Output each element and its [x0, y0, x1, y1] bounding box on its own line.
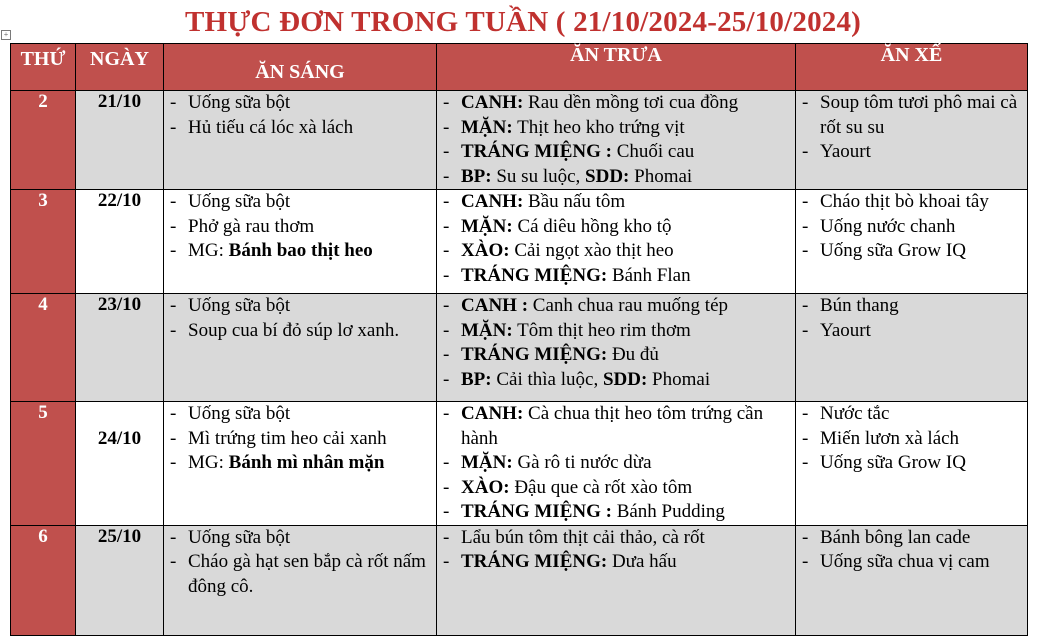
- day-number: 2: [11, 91, 76, 190]
- menu-item: - Soup cua bí đỏ súp lơ xanh.: [164, 319, 436, 344]
- breakfast-cell: [164, 91, 437, 190]
- menu-item: - CANH: Rau dền mồng tơi cua đồng: [437, 91, 795, 116]
- menu-item: - Uống sữa bột: [164, 190, 436, 215]
- header-row: [11, 44, 1028, 91]
- menu-item: - MẶN: Gà rô ti nước dừa: [437, 451, 795, 476]
- menu-item: - Uống sữa chua vị cam: [796, 550, 1027, 575]
- day-date: 21/10: [76, 91, 164, 190]
- menu-item: - XÀO: Đậu que cà rốt xào tôm: [437, 476, 795, 501]
- header-an-sang: ĂN SÁNG: [164, 44, 437, 91]
- day-number: 6: [11, 525, 76, 635]
- breakfast-cell: [164, 190, 437, 294]
- menu-item: - BP: Su su luộc, SDD: Phomai: [437, 165, 795, 190]
- menu-item: - Bánh bông lan cade: [796, 526, 1027, 551]
- day-date: 22/10: [76, 190, 164, 294]
- table-move-handle-icon[interactable]: +: [1, 30, 11, 40]
- day-date: 23/10: [76, 294, 164, 402]
- table-row: [11, 91, 1028, 190]
- menu-item: - TRÁNG MIỆNG : Chuối cau: [437, 140, 795, 165]
- menu-item: - Miến lươn xà lách: [796, 427, 1027, 452]
- menu-item: - MG: Bánh mì nhân mặn: [164, 451, 436, 476]
- table-row: [11, 190, 1028, 294]
- day-date: 24/10: [76, 402, 164, 526]
- menu-item: - Soup tôm tươi phô mai cà rốt su su: [796, 91, 1027, 140]
- menu-item: - Cháo gà hạt sen bắp cà rốt nấm đông cô.: [164, 550, 436, 599]
- menu-item: - Yaourt: [796, 319, 1027, 344]
- header-an-trua: ĂN TRƯA: [437, 44, 796, 91]
- day-number: 5: [11, 402, 76, 526]
- menu-item: - TRÁNG MIỆNG: Bánh Flan: [437, 264, 795, 289]
- menu-item: - TRÁNG MIỆNG: Dưa hấu: [437, 550, 795, 575]
- page-title: THỰC ĐƠN TRONG TUẦN ( 21/10/2024-25/10/2024): [184, 6, 862, 38]
- header-an-xe: ĂN XẾ: [796, 44, 1028, 91]
- menu-item: - Uống sữa bột: [164, 294, 436, 319]
- menu-item: - Uống sữa bột: [164, 91, 436, 116]
- menu-item: - MẶN: Thịt heo kho trứng vịt: [437, 116, 795, 141]
- menu-item: - BP: Cải thìa luộc, SDD: Phomai: [437, 368, 795, 393]
- breakfast-cell: [164, 294, 437, 402]
- lunch-cell: [437, 91, 796, 190]
- lunch-cell: [437, 190, 796, 294]
- menu-item: - Nước tắc: [796, 402, 1027, 427]
- menu-item: - Uống sữa Grow IQ: [796, 451, 1027, 476]
- lunch-cell: [437, 294, 796, 402]
- menu-item: - CANH: Bầu nấu tôm: [437, 190, 795, 215]
- menu-item: - Uống sữa bột: [164, 402, 436, 427]
- table-row: [11, 525, 1028, 635]
- header-thu: THỨ: [11, 44, 76, 91]
- menu-item: - Uống sữa bột: [164, 526, 436, 551]
- menu-item: - Bún thang: [796, 294, 1027, 319]
- menu-item: - Uống sữa Grow IQ: [796, 239, 1027, 264]
- menu-item: - XÀO: Cải ngọt xào thịt heo: [437, 239, 795, 264]
- menu-item: - CANH : Canh chua rau muống tép: [437, 294, 795, 319]
- menu-item: - MẶN: Tôm thịt heo rim thơm: [437, 319, 795, 344]
- breakfast-cell: [164, 525, 437, 635]
- snack-cell: [796, 91, 1028, 190]
- menu-item: - Uống nước chanh: [796, 215, 1027, 240]
- menu-item: - Yaourt: [796, 140, 1027, 165]
- lunch-cell: [437, 402, 796, 526]
- table-row: [11, 294, 1028, 402]
- day-number: 3: [11, 190, 76, 294]
- menu-item: - Cháo thịt bò khoai tây: [796, 190, 1027, 215]
- menu-item: - TRÁNG MIỆNG: Đu đủ: [437, 343, 795, 368]
- menu-item: - MẶN: Cá diêu hồng kho tộ: [437, 215, 795, 240]
- day-date: 25/10: [76, 525, 164, 635]
- menu-item: - MG: Bánh bao thịt heo: [164, 239, 436, 264]
- table-row: [11, 402, 1028, 526]
- day-number: 4: [11, 294, 76, 402]
- breakfast-cell: [164, 402, 437, 526]
- weekly-menu-table: [10, 43, 1028, 636]
- menu-item: - TRÁNG MIỆNG : Bánh Pudding: [437, 500, 795, 525]
- snack-cell: [796, 294, 1028, 402]
- menu-item: - CANH: Cà chua thịt heo tôm trứng cần hành: [437, 402, 795, 451]
- menu-item: - Phở gà rau thơm: [164, 215, 436, 240]
- snack-cell: [796, 402, 1028, 526]
- lunch-cell: [437, 525, 796, 635]
- header-ngay: NGÀY: [76, 44, 164, 91]
- menu-item: - Hủ tiếu cá lóc xà lách: [164, 116, 436, 141]
- menu-item: - Lẩu bún tôm thịt cải thảo, cà rốt: [437, 526, 795, 551]
- snack-cell: [796, 190, 1028, 294]
- snack-cell: [796, 525, 1028, 635]
- menu-item: - Mì trứng tim heo cải xanh: [164, 427, 436, 452]
